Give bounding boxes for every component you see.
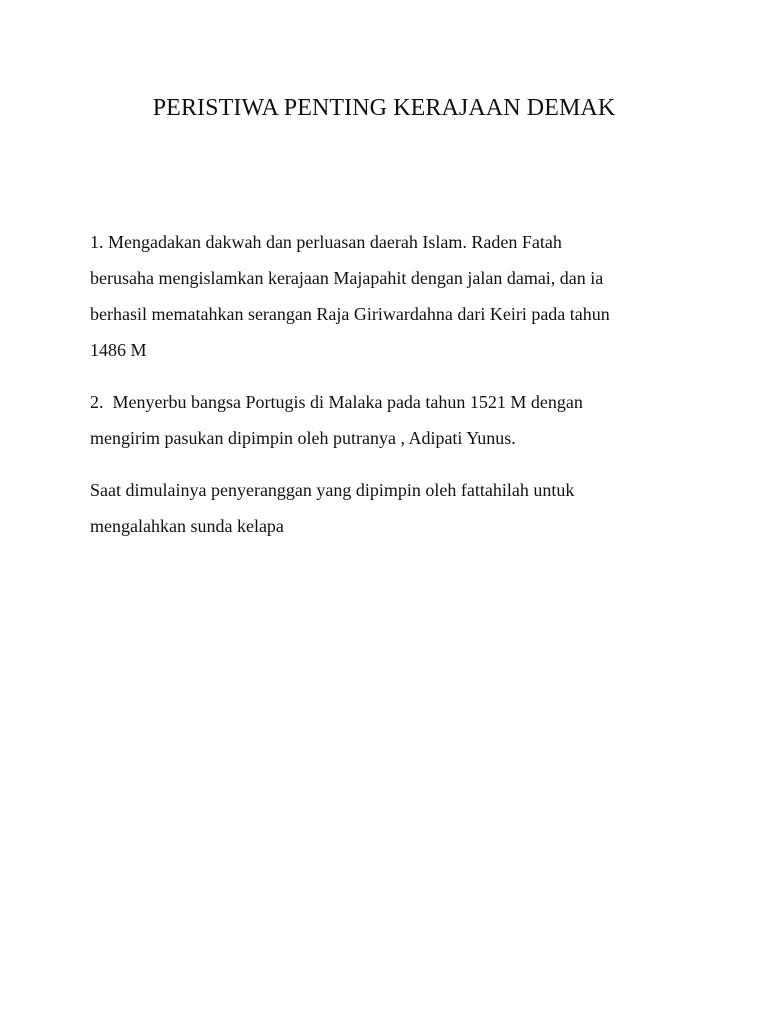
paragraph-line: mengalahkan sunda kelapa [90, 516, 284, 536]
paragraph-2 [90, 384, 690, 456]
paragraph-line: 1. Mengadakan dakwah dan perluasan daerah Islam. Raden Fatah [90, 232, 562, 252]
paragraph-line: berusaha mengislamkan kerajaan Majapahit dengan jalan damai, dan ia [90, 268, 604, 288]
paragraph-1 [90, 224, 690, 368]
paragraph-line: berhasil mematahkan serangan Raja Giriwardahna dari Keiri pada tahun [90, 304, 610, 324]
document-body [90, 224, 690, 560]
paragraph-line: mengirim pasukan dipimpin oleh putranya , Adipati Yunus. [90, 428, 516, 448]
paragraph-line: 1486 M [90, 340, 147, 360]
page-title: PERISTIWA PENTING KERAJAAN DEMAK [152, 95, 616, 121]
paragraph-line: Saat dimulainya penyeranggan yang dipimpin oleh fattahilah untuk [90, 480, 575, 500]
paragraph-line: 2. Menyerbu bangsa Portugis di Malaka pada tahun 1521 M dengan [90, 392, 583, 412]
paragraph-3 [90, 472, 690, 544]
